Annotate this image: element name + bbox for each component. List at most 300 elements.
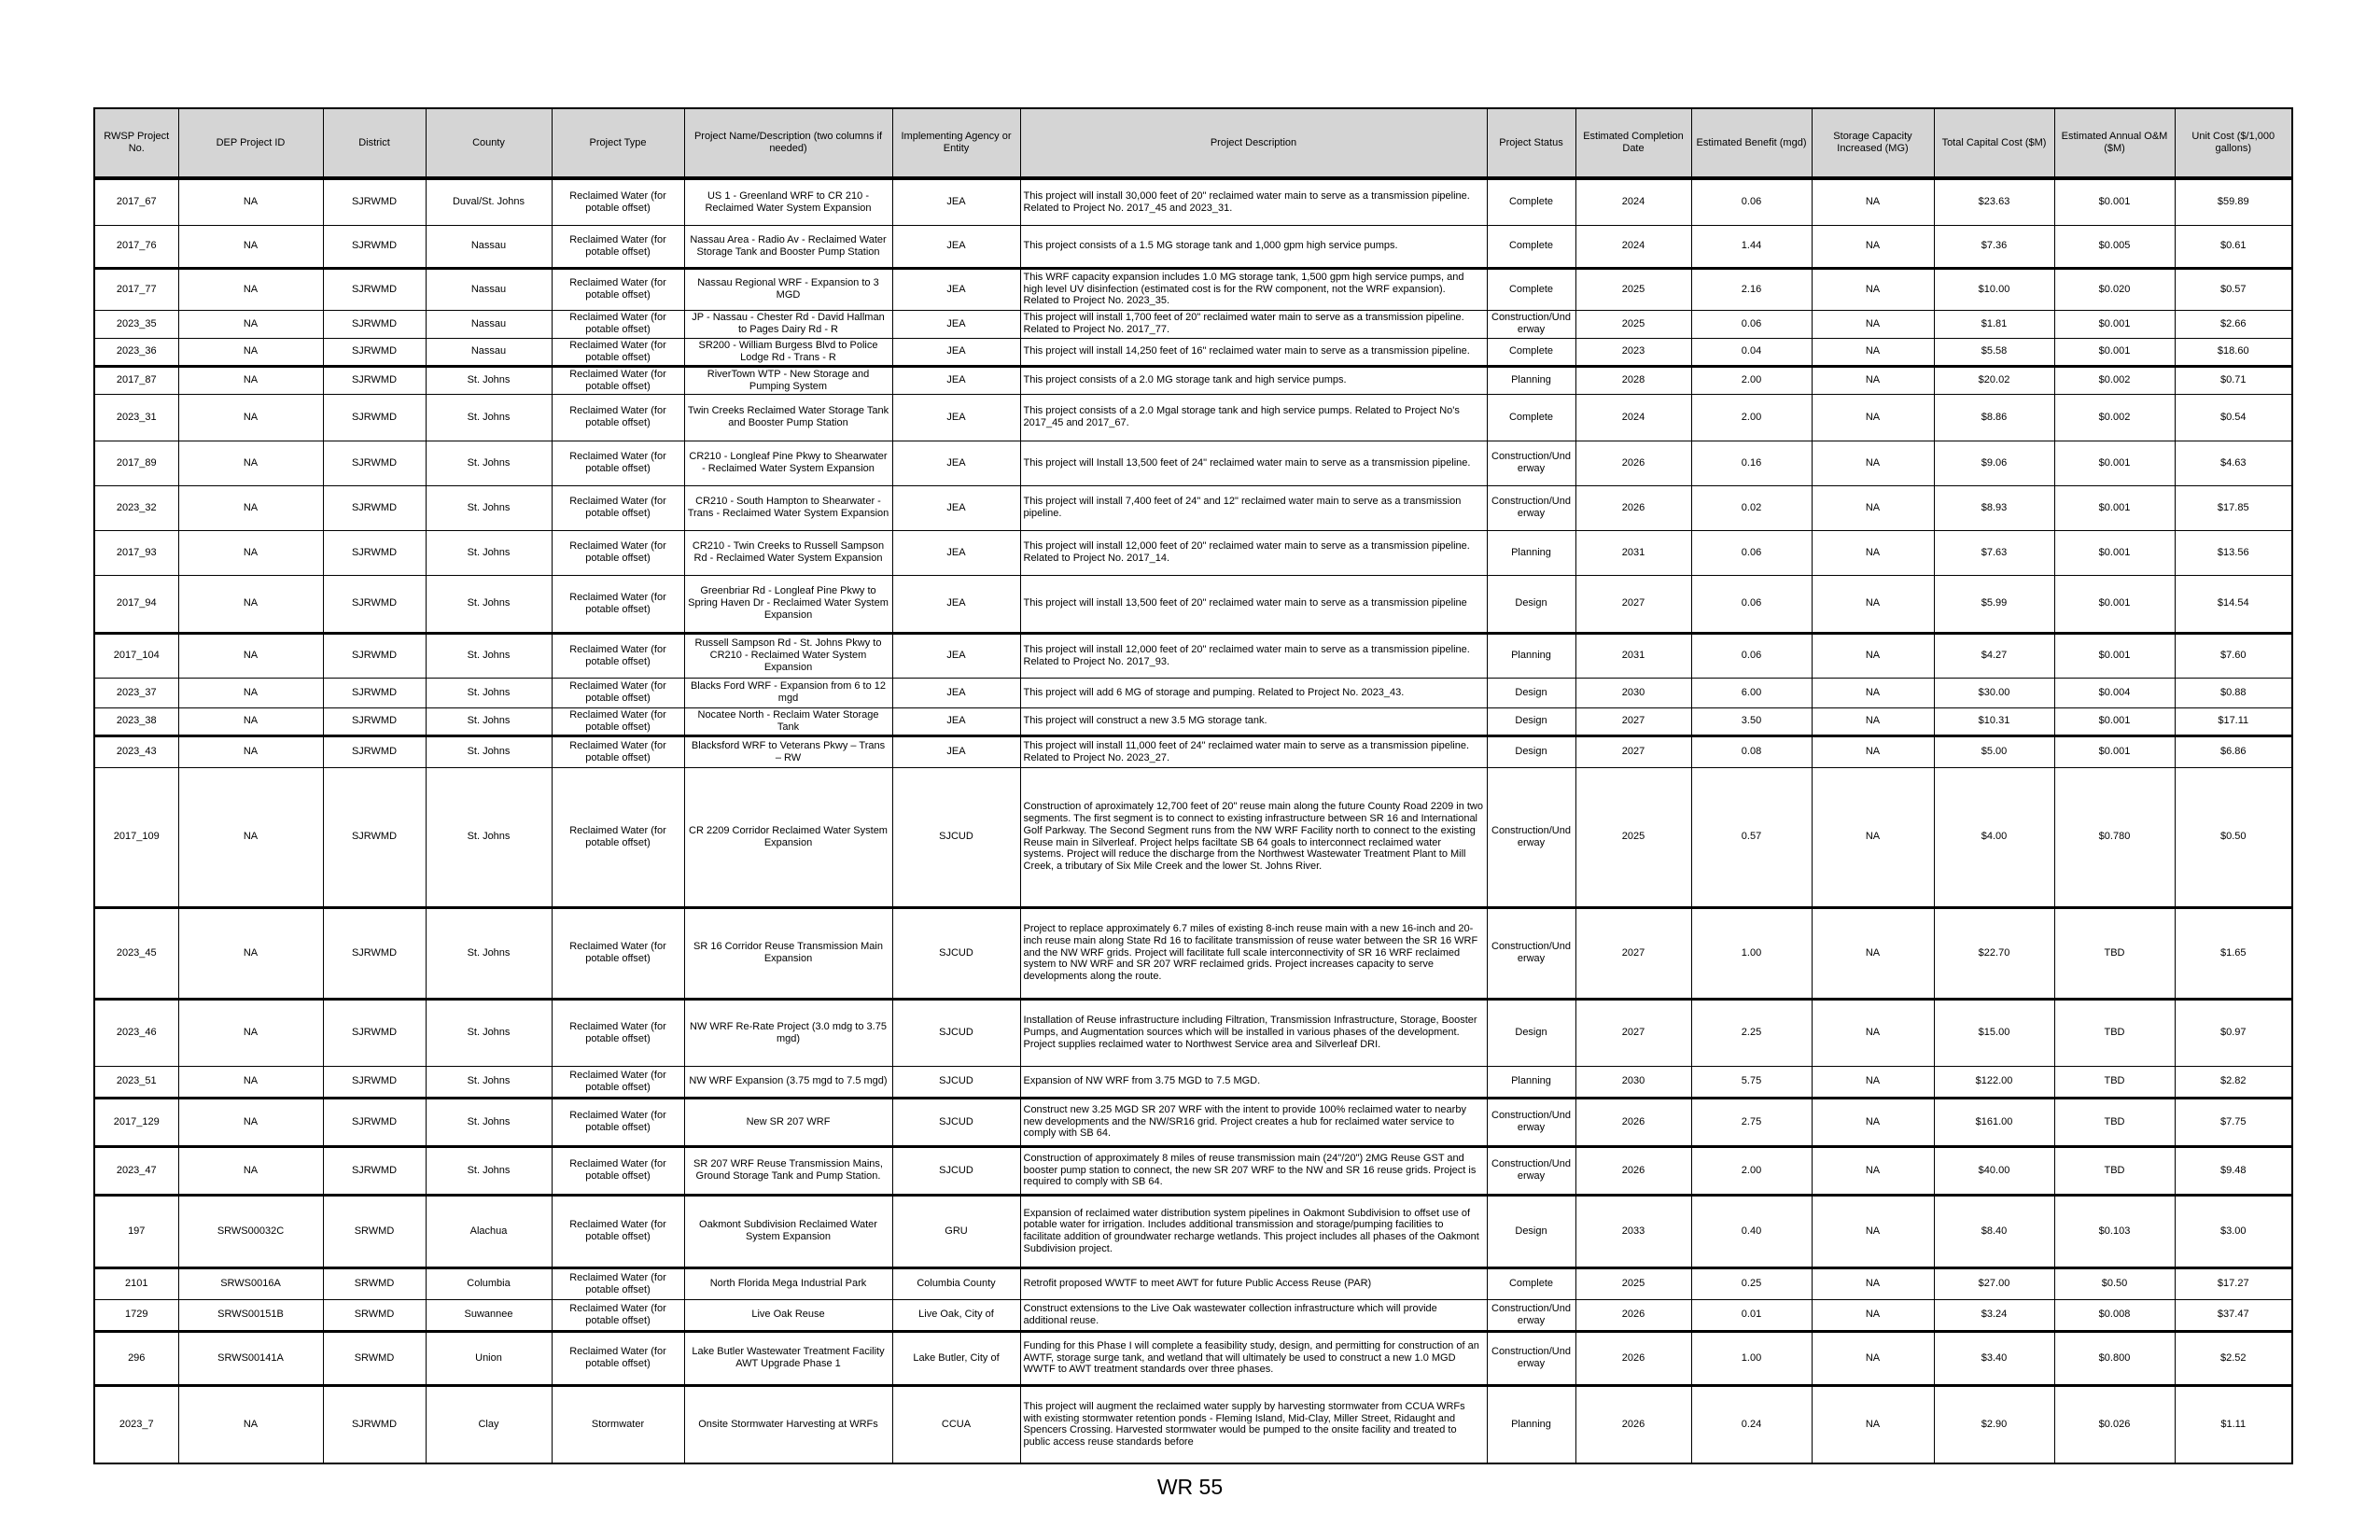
cell-annual-om: $0.001 <box>2054 310 2175 338</box>
cell-county: St. Johns <box>426 394 552 441</box>
cell-district: SJRWMD <box>323 999 426 1066</box>
cell-description: This project consists of a 2.0 Mgal storage tank and high service pumps. Related to Project No's 2017_45 and 2017_67. <box>1020 394 1487 441</box>
cell-estimated-benefit: 0.24 <box>1691 1385 1812 1463</box>
cell-unit-cost: $1.65 <box>2175 907 2292 999</box>
cell-project-type: Reclaimed Water (for potable offset) <box>552 767 684 907</box>
cell-status: Construction/Underway <box>1487 310 1575 338</box>
cell-completion-date: 2031 <box>1575 530 1691 575</box>
cell-total-capital-cost: $10.00 <box>1934 268 2054 310</box>
cell-dep-project-id: NA <box>178 485 323 530</box>
cell-annual-om: $0.780 <box>2054 767 2175 907</box>
table-row <box>94 999 2292 1066</box>
cell-district: SRWMD <box>323 1267 426 1299</box>
cell-project-name: Nocatee North - Reclaim Water Storage Tank <box>684 707 892 735</box>
cell-unit-cost: $0.71 <box>2175 366 2292 394</box>
cell-status: Construction/Underway <box>1487 485 1575 530</box>
cell-county: Columbia <box>426 1267 552 1299</box>
cell-agency: JEA <box>892 225 1020 268</box>
cell-unit-cost: $0.61 <box>2175 225 2292 268</box>
cell-status: Complete <box>1487 338 1575 366</box>
cell-total-capital-cost: $30.00 <box>1934 678 2054 707</box>
cell-dep-project-id: NA <box>178 268 323 310</box>
cell-total-capital-cost: $5.58 <box>1934 338 2054 366</box>
cell-status: Design <box>1487 1195 1575 1267</box>
cell-description: This project will install 12,000 feet of 20" reclaimed water main to serve as a transmission pipeline. Related to Project No. 2017_14. <box>1020 530 1487 575</box>
cell-annual-om: TBD <box>2054 1146 2175 1195</box>
cell-dep-project-id: NA <box>178 366 323 394</box>
cell-district: SJRWMD <box>323 394 426 441</box>
cell-unit-cost: $17.85 <box>2175 485 2292 530</box>
cell-county: Nassau <box>426 338 552 366</box>
cell-county: St. Johns <box>426 485 552 530</box>
cell-project-type: Reclaimed Water (for potable offset) <box>552 1066 684 1098</box>
cell-county: Clay <box>426 1385 552 1463</box>
cell-completion-date: 2031 <box>1575 633 1691 678</box>
cell-storage-capacity: NA <box>1812 1098 1934 1146</box>
cell-district: SJRWMD <box>323 1066 426 1098</box>
cell-annual-om: $0.001 <box>2054 707 2175 735</box>
cell-completion-date: 2030 <box>1575 1066 1691 1098</box>
cell-project-no: 2023_36 <box>94 338 178 366</box>
cell-total-capital-cost: $2.90 <box>1934 1385 2054 1463</box>
cell-estimated-benefit: 0.01 <box>1691 1299 1812 1331</box>
cell-project-type: Reclaimed Water (for potable offset) <box>552 366 684 394</box>
cell-project-type: Reclaimed Water (for potable offset) <box>552 1146 684 1195</box>
cell-agency: JEA <box>892 366 1020 394</box>
cell-description: Construct extensions to the Live Oak wastewater collection infrastructure which will provide additional reuse. <box>1020 1299 1487 1331</box>
cell-project-type: Reclaimed Water (for potable offset) <box>552 441 684 485</box>
cell-completion-date: 2025 <box>1575 268 1691 310</box>
cell-district: SRWMD <box>323 1299 426 1331</box>
column-header-district: District <box>323 108 426 178</box>
cell-dep-project-id: NA <box>178 678 323 707</box>
cell-county: Duval/St. Johns <box>426 178 552 225</box>
cell-description: This project will install 11,000 feet of 24" reclaimed water main to serve as a transmission pipeline. Related to Project No. 2023_27. <box>1020 735 1487 767</box>
cell-project-name: Nassau Area - Radio Av - Reclaimed Water Storage Tank and Booster Pump Station <box>684 225 892 268</box>
table-row <box>94 225 2292 268</box>
cell-annual-om: $0.020 <box>2054 268 2175 310</box>
cell-unit-cost: $0.57 <box>2175 268 2292 310</box>
cell-project-no: 2017_93 <box>94 530 178 575</box>
cell-unit-cost: $14.54 <box>2175 575 2292 633</box>
cell-description: This project will install 1,700 feet of 20" reclaimed water main to serve as a transmission pipeline. Related to Project No. 2017_77. <box>1020 310 1487 338</box>
cell-estimated-benefit: 2.00 <box>1691 366 1812 394</box>
cell-annual-om: $0.001 <box>2054 530 2175 575</box>
cell-dep-project-id: NA <box>178 735 323 767</box>
cell-annual-om: $0.002 <box>2054 366 2175 394</box>
cell-project-type: Reclaimed Water (for potable offset) <box>552 575 684 633</box>
cell-completion-date: 2027 <box>1575 999 1691 1066</box>
cell-project-type: Reclaimed Water (for potable offset) <box>552 678 684 707</box>
cell-unit-cost: $59.89 <box>2175 178 2292 225</box>
cell-storage-capacity: NA <box>1812 575 1934 633</box>
cell-status: Construction/Underway <box>1487 1331 1575 1385</box>
cell-status: Construction/Underway <box>1487 441 1575 485</box>
cell-completion-date: 2024 <box>1575 225 1691 268</box>
cell-annual-om: $0.026 <box>2054 1385 2175 1463</box>
table-body <box>94 178 2292 1463</box>
cell-district: SJRWMD <box>323 310 426 338</box>
cell-status: Construction/Underway <box>1487 1299 1575 1331</box>
cell-storage-capacity: NA <box>1812 441 1934 485</box>
cell-storage-capacity: NA <box>1812 678 1934 707</box>
cell-county: Nassau <box>426 310 552 338</box>
cell-storage-capacity: NA <box>1812 1331 1934 1385</box>
cell-agency: CCUA <box>892 1385 1020 1463</box>
cell-completion-date: 2030 <box>1575 678 1691 707</box>
cell-district: SRWMD <box>323 1195 426 1267</box>
cell-status: Complete <box>1487 1267 1575 1299</box>
cell-project-type: Reclaimed Water (for potable offset) <box>552 225 684 268</box>
cell-unit-cost: $2.52 <box>2175 1331 2292 1385</box>
cell-description: This project will install 30,000 feet of 20" reclaimed water main to serve as a transmission pipeline. Related to Project No. 2017_45 and 2023_31. <box>1020 178 1487 225</box>
cell-project-type: Reclaimed Water (for potable offset) <box>552 907 684 999</box>
cell-status: Construction/Underway <box>1487 907 1575 999</box>
cell-agency: JEA <box>892 394 1020 441</box>
cell-project-no: 2017_67 <box>94 178 178 225</box>
cell-storage-capacity: NA <box>1812 485 1934 530</box>
cell-district: SJRWMD <box>323 225 426 268</box>
cell-unit-cost: $1.11 <box>2175 1385 2292 1463</box>
cell-total-capital-cost: $5.00 <box>1934 735 2054 767</box>
cell-agency: JEA <box>892 530 1020 575</box>
cell-completion-date: 2025 <box>1575 1267 1691 1299</box>
cell-estimated-benefit: 0.06 <box>1691 310 1812 338</box>
cell-county: St. Johns <box>426 575 552 633</box>
cell-estimated-benefit: 0.06 <box>1691 530 1812 575</box>
cell-dep-project-id: NA <box>178 394 323 441</box>
cell-project-type: Reclaimed Water (for potable offset) <box>552 735 684 767</box>
column-header-completion-date: Estimated Completion Date <box>1575 108 1691 178</box>
cell-description: Construction of approximately 8 miles of reuse transmission main (24"/20") 2MG Reuse GST and booster pump station to connect, the new SR 207 WRF to the NW and SR 16 reuse grids. Project is required to comply with SB 64. <box>1020 1146 1487 1195</box>
column-header-storage-capacity: Storage Capacity Increased (MG) <box>1812 108 1934 178</box>
cell-dep-project-id: NA <box>178 225 323 268</box>
cell-project-name: RiverTown WTP - New Storage and Pumping System <box>684 366 892 394</box>
cell-estimated-benefit: 0.57 <box>1691 767 1812 907</box>
cell-total-capital-cost: $8.93 <box>1934 485 2054 530</box>
cell-project-type: Reclaimed Water (for potable offset) <box>552 310 684 338</box>
cell-total-capital-cost: $1.81 <box>1934 310 2054 338</box>
cell-project-type: Reclaimed Water (for potable offset) <box>552 633 684 678</box>
cell-estimated-benefit: 0.40 <box>1691 1195 1812 1267</box>
cell-agency: JEA <box>892 268 1020 310</box>
cell-project-no: 2023_35 <box>94 310 178 338</box>
cell-total-capital-cost: $122.00 <box>1934 1066 2054 1098</box>
cell-annual-om: $0.002 <box>2054 394 2175 441</box>
cell-description: Expansion of NW WRF from 3.75 MGD to 7.5 MGD. <box>1020 1066 1487 1098</box>
cell-project-name: SR200 - William Burgess Blvd to Police Lodge Rd - Trans - R <box>684 338 892 366</box>
column-header-total-capital-cost: Total Capital Cost ($M) <box>1934 108 2054 178</box>
cell-district: SJRWMD <box>323 678 426 707</box>
cell-storage-capacity: NA <box>1812 394 1934 441</box>
cell-description: Construct new 3.25 MGD SR 207 WRF with the intent to provide 100% reclaimed water to nearby new developments and the NW/SR16 grid. Project creates a hub for reclaimed water service to comply with SB 64. <box>1020 1098 1487 1146</box>
cell-project-no: 2023_37 <box>94 678 178 707</box>
table-row <box>94 1331 2292 1385</box>
cell-project-type: Reclaimed Water (for potable offset) <box>552 1195 684 1267</box>
cell-agency: JEA <box>892 735 1020 767</box>
cell-dep-project-id: NA <box>178 1146 323 1195</box>
cell-project-name: Live Oak Reuse <box>684 1299 892 1331</box>
cell-description: This WRF capacity expansion includes 1.0 MG storage tank, 1,500 gpm high service pumps, and high level UV disinfection (estimated cost is for the RW component, not the WRF expansion). Related to Project No. 2023_35. <box>1020 268 1487 310</box>
cell-county: St. Johns <box>426 530 552 575</box>
cell-county: St. Johns <box>426 707 552 735</box>
cell-annual-om: $0.800 <box>2054 1331 2175 1385</box>
cell-unit-cost: $37.47 <box>2175 1299 2292 1331</box>
cell-status: Complete <box>1487 268 1575 310</box>
cell-county: Suwannee <box>426 1299 552 1331</box>
cell-description: This project consists of a 2.0 MG storage tank and high service pumps. <box>1020 366 1487 394</box>
cell-unit-cost: $6.86 <box>2175 735 2292 767</box>
cell-county: St. Johns <box>426 366 552 394</box>
cell-agency: SJCUD <box>892 999 1020 1066</box>
cell-district: SJRWMD <box>323 767 426 907</box>
cell-unit-cost: $18.60 <box>2175 338 2292 366</box>
cell-completion-date: 2026 <box>1575 485 1691 530</box>
cell-project-name: New SR 207 WRF <box>684 1098 892 1146</box>
cell-annual-om: $0.50 <box>2054 1267 2175 1299</box>
table-row <box>94 441 2292 485</box>
cell-project-name: Blacksford WRF to Veterans Pkwy – Trans – RW <box>684 735 892 767</box>
cell-annual-om: $0.005 <box>2054 225 2175 268</box>
cell-project-name: US 1 - Greenland WRF to CR 210 - Reclaimed Water System Expansion <box>684 178 892 225</box>
cell-unit-cost: $4.63 <box>2175 441 2292 485</box>
table-header <box>94 108 2292 178</box>
cell-project-name: Russell Sampson Rd - St. Johns Pkwy to CR210 - Reclaimed Water System Expansion <box>684 633 892 678</box>
cell-estimated-benefit: 5.75 <box>1691 1066 1812 1098</box>
cell-storage-capacity: NA <box>1812 1385 1934 1463</box>
cell-completion-date: 2026 <box>1575 1098 1691 1146</box>
cell-project-type: Reclaimed Water (for potable offset) <box>552 178 684 225</box>
cell-dep-project-id: SRWS0016A <box>178 1267 323 1299</box>
cell-agency: SJCUD <box>892 907 1020 999</box>
cell-project-no: 2023_32 <box>94 485 178 530</box>
cell-description: Installation of Reuse infrastructure including Filtration, Transmission Infrastructure, Storage, Booster Pumps, and Augmentation sources which will be installed in various phases of the development. Project supplies reclaimed water to Northwest Service area and Silverleaf DRI. <box>1020 999 1487 1066</box>
cell-project-type: Reclaimed Water (for potable offset) <box>552 1299 684 1331</box>
cell-agency: SJCUD <box>892 1066 1020 1098</box>
cell-county: St. Johns <box>426 678 552 707</box>
cell-description: Retrofit proposed WWTF to meet AWT for future Public Access Reuse (PAR) <box>1020 1267 1487 1299</box>
cell-total-capital-cost: $4.00 <box>1934 767 2054 907</box>
cell-project-type: Reclaimed Water (for potable offset) <box>552 1267 684 1299</box>
cell-project-name: JP - Nassau - Chester Rd - David Hallman to Pages Dairy Rd - R <box>684 310 892 338</box>
table-row <box>94 366 2292 394</box>
cell-dep-project-id: NA <box>178 633 323 678</box>
cell-description: This project will construct a new 3.5 MG storage tank. <box>1020 707 1487 735</box>
table-row <box>94 633 2292 678</box>
cell-status: Construction/Underway <box>1487 1146 1575 1195</box>
cell-district: SJRWMD <box>323 1146 426 1195</box>
cell-completion-date: 2027 <box>1575 575 1691 633</box>
cell-status: Design <box>1487 575 1575 633</box>
cell-dep-project-id: NA <box>178 999 323 1066</box>
cell-status: Complete <box>1487 225 1575 268</box>
cell-project-name: Nassau Regional WRF - Expansion to 3 MGD <box>684 268 892 310</box>
cell-county: St. Johns <box>426 1146 552 1195</box>
cell-county: St. Johns <box>426 735 552 767</box>
cell-project-name: North Florida Mega Industrial Park <box>684 1267 892 1299</box>
cell-completion-date: 2025 <box>1575 767 1691 907</box>
cell-project-no: 1729 <box>94 1299 178 1331</box>
cell-project-no: 2023_38 <box>94 707 178 735</box>
column-header-county: County <box>426 108 552 178</box>
cell-storage-capacity: NA <box>1812 907 1934 999</box>
cell-project-no: 2023_51 <box>94 1066 178 1098</box>
column-header-annual-om: Estimated Annual O&M ($M) <box>2054 108 2175 178</box>
cell-estimated-benefit: 2.00 <box>1691 394 1812 441</box>
cell-project-type: Reclaimed Water (for potable offset) <box>552 268 684 310</box>
cell-dep-project-id: NA <box>178 310 323 338</box>
cell-total-capital-cost: $7.36 <box>1934 225 2054 268</box>
cell-unit-cost: $0.50 <box>2175 767 2292 907</box>
cell-county: St. Johns <box>426 907 552 999</box>
cell-description: Project to replace approximately 6.7 miles of existing 8-inch reuse main with a new 16-inch and 20-inch reuse main along State Rd 16 to facilitate transmission of reuse water between the SR 16 WRF and the NW WRF grids. Project will facilitate full scale interconnectivity of SR 16 WRF reclaimed system to NW WRF and SR 207 WRF reclaimed grids. Project increases capacity to serve developments along the route. <box>1020 907 1487 999</box>
cell-project-no: 2017_77 <box>94 268 178 310</box>
cell-status: Planning <box>1487 633 1575 678</box>
cell-storage-capacity: NA <box>1812 1066 1934 1098</box>
cell-storage-capacity: NA <box>1812 310 1934 338</box>
cell-completion-date: 2027 <box>1575 707 1691 735</box>
cell-status: Design <box>1487 999 1575 1066</box>
table-row <box>94 1066 2292 1098</box>
page-number: WR 55 <box>1156 1475 1224 1499</box>
cell-dep-project-id: NA <box>178 1066 323 1098</box>
cell-description: This project will augment the reclaimed water supply by harvesting stormwater from CCUA WRFs with existing stormwater retention ponds - Fleming Island, Mid-Clay, Miller Street, Ridaught and Spencers Crossing. Harvested stormwater would be pumped to the onsite facility and treated to public access reuse standards before <box>1020 1385 1487 1463</box>
cell-project-type: Reclaimed Water (for potable offset) <box>552 485 684 530</box>
cell-total-capital-cost: $10.31 <box>1934 707 2054 735</box>
cell-completion-date: 2024 <box>1575 394 1691 441</box>
cell-completion-date: 2027 <box>1575 907 1691 999</box>
cell-unit-cost: $0.88 <box>2175 678 2292 707</box>
cell-district: SJRWMD <box>323 530 426 575</box>
cell-total-capital-cost: $7.63 <box>1934 530 2054 575</box>
cell-total-capital-cost: $5.99 <box>1934 575 2054 633</box>
cell-storage-capacity: NA <box>1812 178 1934 225</box>
column-header-implementing-agency: Implementing Agency or Entity <box>892 108 1020 178</box>
cell-total-capital-cost: $8.86 <box>1934 394 2054 441</box>
cell-agency: JEA <box>892 338 1020 366</box>
cell-county: St. Johns <box>426 633 552 678</box>
cell-status: Complete <box>1487 394 1575 441</box>
cell-dep-project-id: SRWS00151B <box>178 1299 323 1331</box>
table-row <box>94 1385 2292 1463</box>
cell-unit-cost: $0.97 <box>2175 999 2292 1066</box>
cell-annual-om: $0.001 <box>2054 633 2175 678</box>
column-header-project-description: Project Description <box>1020 108 1487 178</box>
cell-storage-capacity: NA <box>1812 707 1934 735</box>
cell-unit-cost: $9.48 <box>2175 1146 2292 1195</box>
cell-agency: Live Oak, City of <box>892 1299 1020 1331</box>
cell-unit-cost: $13.56 <box>2175 530 2292 575</box>
table-row <box>94 735 2292 767</box>
cell-district: SJRWMD <box>323 1098 426 1146</box>
cell-project-no: 2017_109 <box>94 767 178 907</box>
cell-county: St. Johns <box>426 441 552 485</box>
cell-description: This project will add 6 MG of storage and pumping. Related to Project No. 2023_43. <box>1020 678 1487 707</box>
cell-status: Planning <box>1487 530 1575 575</box>
cell-agency: JEA <box>892 575 1020 633</box>
cell-unit-cost: $17.11 <box>2175 707 2292 735</box>
cell-completion-date: 2026 <box>1575 1331 1691 1385</box>
column-header-dep-project-id: DEP Project ID <box>178 108 323 178</box>
cell-total-capital-cost: $3.40 <box>1934 1331 2054 1385</box>
cell-total-capital-cost: $3.24 <box>1934 1299 2054 1331</box>
cell-estimated-benefit: 2.75 <box>1691 1098 1812 1146</box>
cell-status: Construction/Underway <box>1487 1098 1575 1146</box>
cell-project-name: Twin Creeks Reclaimed Water Storage Tank and Booster Pump Station <box>684 394 892 441</box>
cell-project-name: CR210 - South Hampton to Shearwater - Trans - Reclaimed Water System Expansion <box>684 485 892 530</box>
cell-storage-capacity: NA <box>1812 1299 1934 1331</box>
cell-estimated-benefit: 1.00 <box>1691 907 1812 999</box>
table-row <box>94 1195 2292 1267</box>
cell-total-capital-cost: $27.00 <box>1934 1267 2054 1299</box>
cell-dep-project-id: NA <box>178 1098 323 1146</box>
cell-project-no: 2017_129 <box>94 1098 178 1146</box>
cell-agency: SJCUD <box>892 1098 1020 1146</box>
cell-estimated-benefit: 1.00 <box>1691 1331 1812 1385</box>
cell-storage-capacity: NA <box>1812 767 1934 907</box>
cell-project-name: Onsite Stormwater Harvesting at WRFs <box>684 1385 892 1463</box>
cell-unit-cost: $17.27 <box>2175 1267 2292 1299</box>
cell-district: SJRWMD <box>323 575 426 633</box>
cell-project-no: 2101 <box>94 1267 178 1299</box>
cell-completion-date: 2026 <box>1575 1146 1691 1195</box>
cell-completion-date: 2025 <box>1575 310 1691 338</box>
cell-project-name: SR 16 Corridor Reuse Transmission Main Expansion <box>684 907 892 999</box>
cell-project-name: CR210 - Twin Creeks to Russell Sampson Rd - Reclaimed Water System Expansion <box>684 530 892 575</box>
cell-agency: JEA <box>892 678 1020 707</box>
cell-project-no: 2023_31 <box>94 394 178 441</box>
table-row <box>94 1146 2292 1195</box>
cell-project-name: CR210 - Longleaf Pine Pkwy to Shearwater - Reclaimed Water System Expansion <box>684 441 892 485</box>
table-row <box>94 178 2292 225</box>
column-header-unit-cost: Unit Cost ($/1,000 gallons) <box>2175 108 2292 178</box>
cell-unit-cost: $7.75 <box>2175 1098 2292 1146</box>
cell-project-type: Reclaimed Water (for potable offset) <box>552 338 684 366</box>
cell-unit-cost: $0.54 <box>2175 394 2292 441</box>
column-header-rwsp-project-no: RWSP Project No. <box>94 108 178 178</box>
cell-storage-capacity: NA <box>1812 1267 1934 1299</box>
table-row <box>94 1299 2292 1331</box>
cell-agency: Lake Butler, City of <box>892 1331 1020 1385</box>
cell-project-no: 2017_87 <box>94 366 178 394</box>
cell-district: SJRWMD <box>323 268 426 310</box>
cell-agency: SJCUD <box>892 1146 1020 1195</box>
cell-status: Planning <box>1487 1066 1575 1098</box>
cell-county: St. Johns <box>426 1098 552 1146</box>
column-header-project-status: Project Status <box>1487 108 1575 178</box>
cell-unit-cost: $3.00 <box>2175 1195 2292 1267</box>
cell-district: SRWMD <box>323 1331 426 1385</box>
cell-storage-capacity: NA <box>1812 999 1934 1066</box>
cell-county: St. Johns <box>426 1066 552 1098</box>
cell-dep-project-id: NA <box>178 338 323 366</box>
cell-project-name: CR 2209 Corridor Reclaimed Water System Expansion <box>684 767 892 907</box>
table-row <box>94 530 2292 575</box>
cell-annual-om: $0.001 <box>2054 485 2175 530</box>
cell-dep-project-id: NA <box>178 441 323 485</box>
cell-county: Nassau <box>426 225 552 268</box>
cell-completion-date: 2026 <box>1575 1385 1691 1463</box>
cell-unit-cost: $7.60 <box>2175 633 2292 678</box>
cell-dep-project-id: NA <box>178 575 323 633</box>
cell-district: SJRWMD <box>323 485 426 530</box>
cell-total-capital-cost: $9.06 <box>1934 441 2054 485</box>
cell-annual-om: TBD <box>2054 907 2175 999</box>
cell-district: SJRWMD <box>323 907 426 999</box>
cell-description: Expansion of reclaimed water distribution system pipelines in Oakmont Subdivision to offset use of potable water for irrigation. Includes additional transmission and storage/pumping facilities to facilitate addition of groundwater recharge wetlands. This project includes all phases of the Oakmont Subdivision project. <box>1020 1195 1487 1267</box>
cell-dep-project-id: NA <box>178 1385 323 1463</box>
cell-annual-om: $0.001 <box>2054 575 2175 633</box>
